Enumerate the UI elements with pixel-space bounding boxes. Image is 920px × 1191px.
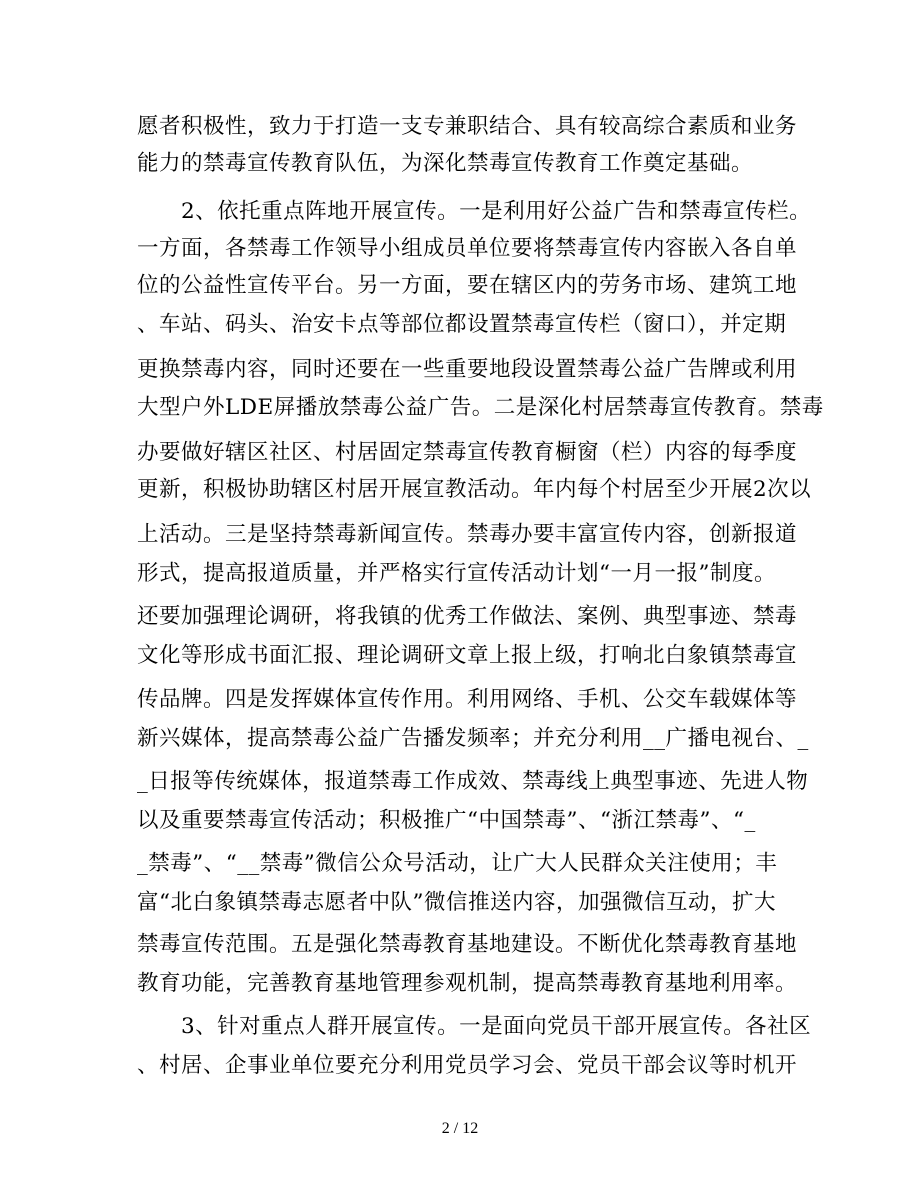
paragraph-line-16: 新兴媒体，提高禁毒公益广告播发频率；并充分利用__广播电视台、_ xyxy=(137,726,809,751)
paragraph-line-13: 还要加强理论调研，将我镇的优秀工作做法、案例、典型事迹、禁毒 xyxy=(137,604,798,629)
paragraph-line-3: 2、依托重点阵地开展宣传。一是利用好公益广告和禁毒宣传栏。 xyxy=(181,199,812,224)
paragraph-line-22: 教育功能，完善教育基地管理参观机制，提高禁毒教育基地利用率。 xyxy=(137,971,798,996)
paragraph-line-14: 文化等形成书面汇报、理论调研文章上报上级，打响北白象镇禁毒宣 xyxy=(137,643,798,668)
paragraph-line-24: 、村居、企事业单位要充分利用党员学习会、党员干部会议等时机开 xyxy=(137,1053,798,1078)
paragraph-line-21: 禁毒宣传范围。五是强化禁毒教育基地建设。不断优化禁毒教育基地 xyxy=(137,932,798,957)
paragraph-line-11: 上活动。三是坚持禁毒新闻宣传。禁毒办要丰富宣传内容，创新报道 xyxy=(137,522,798,547)
paragraph-line-7: 更换禁毒内容，同时还要在一些重要地段设置禁毒公益广告牌或利用 xyxy=(137,357,798,382)
page-number: 2 / 12 xyxy=(441,1120,479,1137)
paragraph-line-2: 能力的禁毒宣传教育队伍，为深化禁毒宣传教育工作奠定基础。 xyxy=(137,151,754,176)
paragraph-line-23: 3、针对重点人群开展宣传。一是面向党员干部开展宣传。各社区 xyxy=(181,1014,812,1039)
paragraph-line-12: 形式，提高报道质量，并严格实行宣传活动计划“一月一报”制度。 xyxy=(137,561,776,586)
paragraph-line-1: 愿者积极性，致力于打造一支专兼职结合、具有较高综合素质和业务 xyxy=(137,114,798,139)
paragraph-line-8: 大型户外LDE屏播放禁毒公益广告。二是深化村居禁毒宣传教育。禁毒 xyxy=(137,395,824,420)
paragraph-line-15: 传品牌。四是发挥媒体宣传作用。利用网络、手机、公交车载媒体等 xyxy=(137,687,798,712)
paragraph-line-10: 更新，积极协助辖区村居开展宣教活动。年内每个村居至少开展2次以 xyxy=(137,477,812,502)
paragraph-line-9: 办要做好辖区社区、村居固定禁毒宣传教育橱窗（栏）内容的每季度 xyxy=(137,440,798,465)
paragraph-line-17: _日报等传统媒体，报道禁毒工作成效、禁毒线上典型事迹、先进人物 xyxy=(137,769,809,794)
paragraph-line-6: 、车站、码头、治安卡点等部位都设置禁毒宣传栏（窗口），并定期 xyxy=(137,312,787,337)
paragraph-line-18: 以及重要禁毒宣传活动；积极推广“中国禁毒”、“浙江禁毒”、“_ xyxy=(137,808,756,833)
paragraph-line-5: 位的公益性宣传平台。另一方面，要在辖区内的劳务市场、建筑工地 xyxy=(137,273,798,298)
paragraph-line-20: 富“北白象镇禁毒志愿者中队”微信推送内容，加强微信互动，扩大 xyxy=(137,890,776,915)
paragraph-line-19: _禁毒”、“__禁毒”微信公众号活动，让广大人民群众关注使用；丰 xyxy=(137,851,778,876)
paragraph-line-4: 一方面，各禁毒工作领导小组成员单位要将禁毒宣传内容嵌入各自单 xyxy=(137,236,798,261)
